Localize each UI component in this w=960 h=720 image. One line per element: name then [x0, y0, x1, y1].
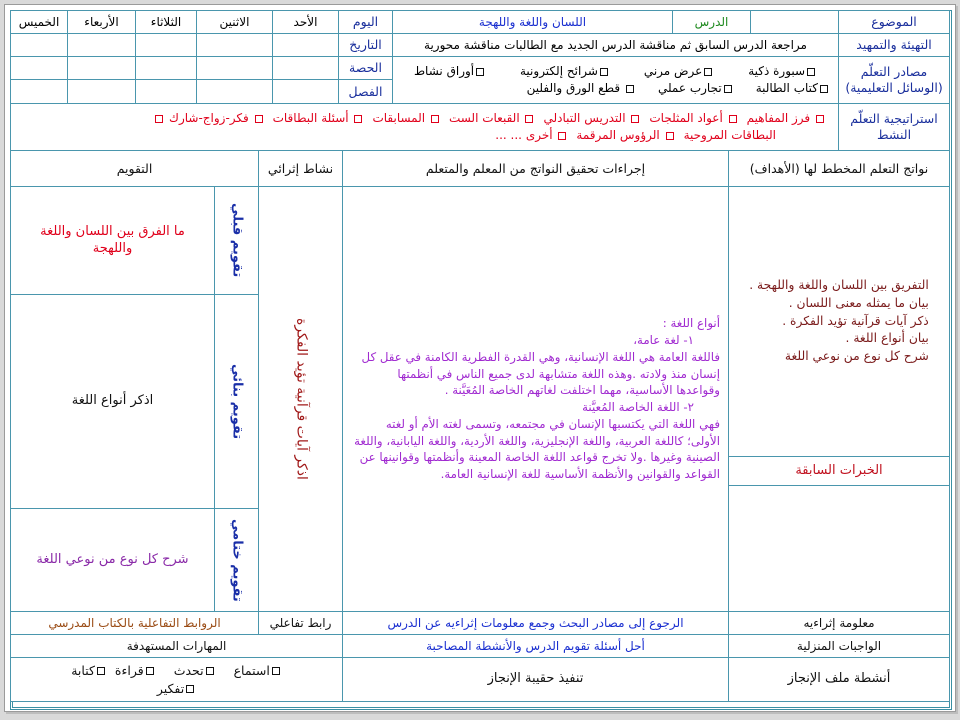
period-thursday[interactable]	[10, 56, 68, 80]
date-monday[interactable]	[196, 33, 273, 57]
checkbox-icon[interactable]	[186, 685, 194, 693]
checkbox-icon[interactable]	[97, 667, 105, 675]
date-wednesday[interactable]	[67, 33, 136, 57]
resources-options	[392, 56, 839, 104]
procedures-item1-body: فاللغة العامة هي اللغة الإنسانية، وهي القدرة الفطرية الكامنة في عقل كل إنسان منذ ولادته .وهذه اللغة متشابهة لدى جميع الناس في أنظمتها وقواعدها الأساسية، مهما اختلفت لغاتهم الخاصة المُعَيَّنة .	[361, 349, 720, 398]
checkbox-icon[interactable]	[600, 68, 608, 76]
resource-flexible-display[interactable]: عرض مرني	[644, 64, 715, 79]
warmup-label: التهيئة والتمهيد	[838, 33, 950, 57]
checkbox-icon[interactable]	[146, 667, 154, 675]
checkbox-icon[interactable]	[558, 132, 566, 140]
checkbox-icon[interactable]	[272, 667, 280, 675]
checkbox-icon[interactable]	[729, 115, 737, 123]
portfolio-value: تنفيذ حقيبة الإنجاز	[342, 657, 729, 702]
strategy-label	[838, 103, 950, 151]
procedures-item2-body: فهي اللغة التي يكتسبها الإنسان في مجتمعه، وتسمى لغته الأم أو لغته الأولى؛ كاللغة العربية، واللغة الإنجليزية، واللغة الأردية، واللغة اليابانية، واللغة الصينية وغيرها .ولا تخرج قواعد اللغة الخاصة المعينة وأنظمتها وقوانينها عن القواعد والقوانين والأنظمة الأساسية للغة الإنسانية العامة.	[354, 416, 720, 481]
resources-row-2	[393, 79, 838, 96]
checkbox-icon[interactable]	[476, 68, 484, 76]
outcomes-cell	[728, 186, 950, 457]
resources-label	[838, 56, 950, 104]
date-thursday[interactable]	[10, 33, 68, 57]
strategy-competitions[interactable]: المسابقات	[372, 111, 440, 126]
resources-label-line2: (الوسائل التعليمية)	[845, 80, 943, 95]
formative-assessment-label: تقويم بنائي	[229, 363, 245, 440]
checkbox-icon[interactable]	[255, 115, 263, 123]
resource-paper-cork[interactable]: قطع الورق والفلين	[527, 81, 636, 96]
day-label: اليوم	[338, 10, 393, 34]
pre-assessment-label: تقويم قبلي	[229, 203, 245, 278]
checkbox-icon[interactable]	[807, 68, 815, 76]
lesson-label: الدرس	[672, 10, 751, 34]
final-assessment-label: تقويم ختامي	[229, 518, 245, 602]
strategy-fan-cards[interactable]: البطاقات المروحية	[683, 128, 776, 142]
resource-experiments[interactable]: تجارب عملي	[658, 81, 734, 96]
skills-row-1	[67, 663, 286, 679]
skill-writing[interactable]: كتابة	[71, 663, 107, 679]
class-sunday[interactable]	[272, 79, 339, 104]
resources-row-1	[393, 64, 838, 79]
interactive-link-value[interactable]: الروابط التفاعلية بالكتاب المدرسي	[10, 611, 259, 635]
checkbox-icon[interactable]	[724, 85, 732, 93]
outcome-item: ذكر آيات قرآنية تؤيد الفكرة .	[782, 313, 929, 328]
pre-assessment-label-cell	[214, 186, 259, 295]
checkbox-icon[interactable]	[820, 85, 828, 93]
day-thursday: الخميس	[10, 10, 68, 34]
procedures-heading: أنواع اللغة :	[662, 316, 720, 331]
day-wednesday: الأربعاء	[67, 10, 136, 34]
class-wednesday[interactable]	[67, 79, 136, 104]
column-header-enrichment: نشاط إثرائي	[258, 150, 343, 187]
strategy-label-line1: استراتيجية التعلّم	[850, 111, 938, 127]
strategy-numbered-heads[interactable]: الرؤوس المرقمة	[576, 128, 675, 143]
checkbox-icon[interactable]	[525, 115, 533, 123]
prior-knowledge-value[interactable]	[728, 485, 950, 612]
strategy-row-1	[11, 111, 838, 126]
strategy-popsicle-sticks[interactable]: أعواد المثلجات	[649, 111, 738, 126]
pre-assessment-text: ما الفرق بين اللسان واللغة واللهجة	[10, 186, 215, 295]
homework-value: أحل أسئلة تقويم الدرس والأنشطة المصاحبة	[342, 634, 729, 658]
column-header-outcomes: نواتج التعلم المخطط لها (الأهداف)	[728, 150, 950, 187]
enrichment-info-label: معلومة إثراءيه	[728, 611, 950, 635]
strategy-think-pair-share[interactable]: فكر-زواج-شارك	[153, 111, 264, 126]
date-label: التاريخ	[338, 33, 393, 57]
final-assessment-text: شرح كل نوع من نوعي اللغة	[10, 508, 215, 612]
checkbox-icon[interactable]	[354, 115, 362, 123]
subject-label: الموضوع	[838, 10, 950, 34]
checkbox-icon[interactable]	[206, 667, 214, 675]
checkbox-icon[interactable]	[816, 115, 824, 123]
outcomes-list	[743, 277, 935, 366]
checkbox-icon[interactable]	[626, 85, 634, 93]
outcome-item: التفريق بين اللسان واللغة واللهجة .	[749, 277, 929, 292]
resource-slides[interactable]: شرائح إلكترونية	[520, 64, 610, 79]
skill-listening[interactable]: استماع	[234, 663, 282, 679]
date-tuesday[interactable]	[135, 33, 197, 57]
checkbox-icon[interactable]	[155, 115, 163, 123]
date-sunday[interactable]	[272, 33, 339, 57]
interactive-link-label: رابط تفاعلي	[258, 611, 343, 635]
resource-worksheets[interactable]: أوراق نشاط	[414, 64, 486, 79]
portfolio-label: أنشطة ملف الإنجاز	[728, 657, 950, 702]
strategy-label-line2: النشط	[876, 127, 912, 142]
lesson-title: اللسان واللغة واللهجة	[392, 10, 673, 34]
class-monday[interactable]	[196, 79, 273, 104]
subject-value-cell[interactable]	[750, 10, 839, 34]
resource-student-book[interactable]: كتاب الطالبة	[756, 81, 830, 96]
strategy-six-hats[interactable]: القبعات الست	[449, 111, 536, 126]
skills-options	[10, 657, 343, 702]
formative-assessment-label-cell	[214, 294, 259, 509]
outcome-item: بيان ما يمثله معنى اللسان .	[788, 295, 929, 310]
period-tuesday[interactable]	[135, 56, 197, 80]
procedures-item2-title: ٢- اللغة الخاصة المُعيَّنة	[582, 400, 694, 414]
period-label: الحصة	[338, 56, 393, 80]
procedures-cell	[342, 186, 729, 612]
outcome-item: بيان أنواع اللغة .	[845, 331, 929, 346]
skill-speaking[interactable]: تحدث	[174, 663, 216, 679]
strategy-concept-sorting[interactable]: فرز المفاهيم	[747, 111, 826, 126]
homework-label: الواجبات المنزلية	[728, 634, 950, 658]
strategy-row-2	[11, 126, 838, 143]
skills-label: المهارات المستهدفة	[10, 634, 343, 658]
procedures-item1-title: ١- لغة عامة،	[633, 333, 694, 347]
strategy-reciprocal-teaching[interactable]: التدريس التبادلي	[543, 111, 641, 126]
skill-thinking[interactable]: تفكير	[157, 681, 196, 697]
skills-row-2	[153, 679, 200, 697]
period-wednesday[interactable]	[67, 56, 136, 80]
resources-label-line1: مصادر التعلّم	[860, 64, 928, 80]
checkbox-icon[interactable]	[631, 115, 639, 123]
strategy-options	[10, 103, 839, 151]
warmup-text: مراجعة الدرس السابق ثم مناقشة الدرس الجديد مع الطالبات مناقشة محورية	[392, 33, 839, 57]
outcome-item: شرح كل نوع من نوعي اللغة	[784, 349, 929, 364]
period-sunday[interactable]	[272, 56, 339, 80]
final-assessment-label-cell	[214, 508, 259, 612]
enrichment-text: اذكر آيات قرآنية تؤيد الفكرة	[293, 318, 310, 480]
procedures-content	[343, 315, 728, 483]
enrichment-info-value: الرجوع إلى مصادر البحث وجمع معلومات إثراءيه عن الدرس	[342, 611, 729, 635]
day-monday: الاثنين	[196, 10, 273, 34]
resource-smart-board[interactable]: سبورة ذكية	[748, 64, 817, 79]
class-label: الفصل	[338, 79, 393, 104]
class-thursday[interactable]	[10, 79, 68, 104]
checkbox-icon[interactable]	[666, 132, 674, 140]
column-header-assessment: التقويم	[10, 150, 259, 187]
day-tuesday: الثلاثاء	[135, 10, 197, 34]
skill-reading[interactable]: قراءة	[115, 663, 156, 679]
checkbox-icon[interactable]	[704, 68, 712, 76]
prior-knowledge-label: الخبرات السابقة	[728, 456, 950, 486]
class-tuesday[interactable]	[135, 79, 197, 104]
column-header-procedures: إجراءات تحقيق النواتج من المعلم والمتعلم	[342, 150, 729, 187]
enrichment-cell	[258, 186, 343, 612]
formative-assessment-text: اذكر أنواع اللغة	[10, 294, 215, 509]
strategy-other[interactable]: أخرى ... ...	[495, 128, 568, 143]
strategy-card-questions[interactable]: أسئلة البطاقات	[273, 111, 365, 126]
day-sunday: الأحد	[272, 10, 339, 34]
checkbox-icon[interactable]	[431, 115, 439, 123]
period-monday[interactable]	[196, 56, 273, 80]
